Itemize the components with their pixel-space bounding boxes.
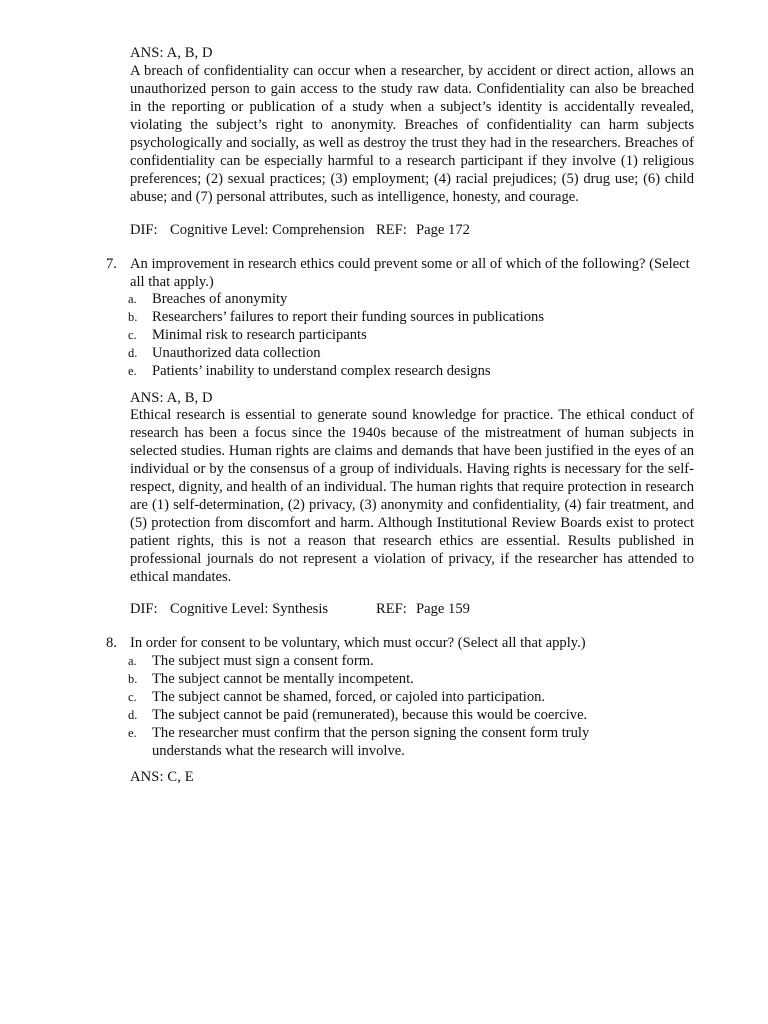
question-8 — [106, 634, 700, 652]
option-b: b. Researchers’ failures to report their funding sources in publications — [128, 309, 545, 325]
rationale-q6: A breach of confidentiality can occur when a researcher, by accident or direct action, allows an unauthorized person to gain access to the study raw data. Confidentiality can also be breached in the reporting or publication of a study when a subject’s identity is accidentally revealed, violating the subject’s right to anonymity. Breaches of confidentiality can harm subjects psychologically and socially, as well as destroy the trust they had in the researchers. Breaches of confidentiality can be especially harmful to a research participant if they involve (1) religious preferences; (2) sexual practices; (3) employment; (4) racial prejudices; (5) drug use; (6) child abuse; and (7) personal attributes, such as intelligence, honesty, and courage. — [130, 63, 694, 205]
option-a: a. Breaches of anonymity — [128, 291, 288, 307]
dif-label: DIF: — [130, 601, 158, 617]
ref-label: REF: — [376, 222, 407, 238]
answer-key-q8: ANS: C, E — [130, 769, 194, 785]
metadata-q7 — [130, 600, 700, 618]
metadata-q6 — [130, 221, 700, 239]
question-stem: In order for consent to be voluntary, which must occur? (Select all that apply.) — [130, 635, 586, 651]
option-b: b. The subject cannot be mentally incompetent. — [128, 671, 414, 687]
option-d: d. Unauthorized data collection — [128, 345, 321, 361]
ref-value: Page 172 — [416, 222, 470, 238]
options-list-q7 — [128, 290, 648, 380]
option-c: c. Minimal risk to research participants — [128, 327, 367, 343]
option-d: d. The subject cannot be paid (remunerated), because this would be coercive. — [128, 707, 588, 723]
option-a: a. The subject must sign a consent form. — [128, 653, 374, 669]
dif-value: Cognitive Level: Comprehension — [170, 222, 365, 238]
ref-label: REF: — [376, 601, 407, 617]
option-c: c. The subject cannot be shamed, forced, or cajoled into participation. — [128, 689, 546, 705]
question-number: 7. — [106, 256, 117, 272]
answer-key-q7: ANS: A, B, D — [130, 390, 213, 406]
rationale-q7: Ethical research is essential to generate sound knowledge for practice. The ethical conduct of research has been a focus since the 1940s because of the mistreatment of human subjects in selected studies. Human rights are claims and demands that have been justified in the eyes of an individual or by the consensus of a group of individuals. Having rights is necessary for the self-respect, dignity, and health of an individual. The human rights that require protection in research are (1) self-determination, (2) privacy, (3) anonymity and confidentiality, (4) fair treatment, and (5) protection from discomfort and harm. Although Institutional Review Boards exist to protect patient rights, this is not a reason that research ethics are essential. Results published in professional journals do not represent a violation of privacy, if the researcher has attended to ethical mandates. — [130, 407, 694, 585]
option-e: e. Patients’ inability to understand complex research designs — [128, 363, 491, 379]
answer-key-q6: ANS: A, B, D — [130, 45, 213, 61]
options-list-q8 — [128, 652, 618, 760]
question-stem: An improvement in research ethics could prevent some or all of which of the following? (Select all that apply.) — [130, 256, 690, 290]
dif-label: DIF: — [130, 222, 158, 238]
option-e: e. The researcher must confirm that the person signing the consent form truly understands what the research will involve. — [128, 725, 590, 759]
question-7 — [106, 255, 700, 291]
ref-value: Page 159 — [416, 601, 470, 617]
dif-value: Cognitive Level: Synthesis — [170, 601, 329, 617]
question-number: 8. — [106, 635, 117, 651]
